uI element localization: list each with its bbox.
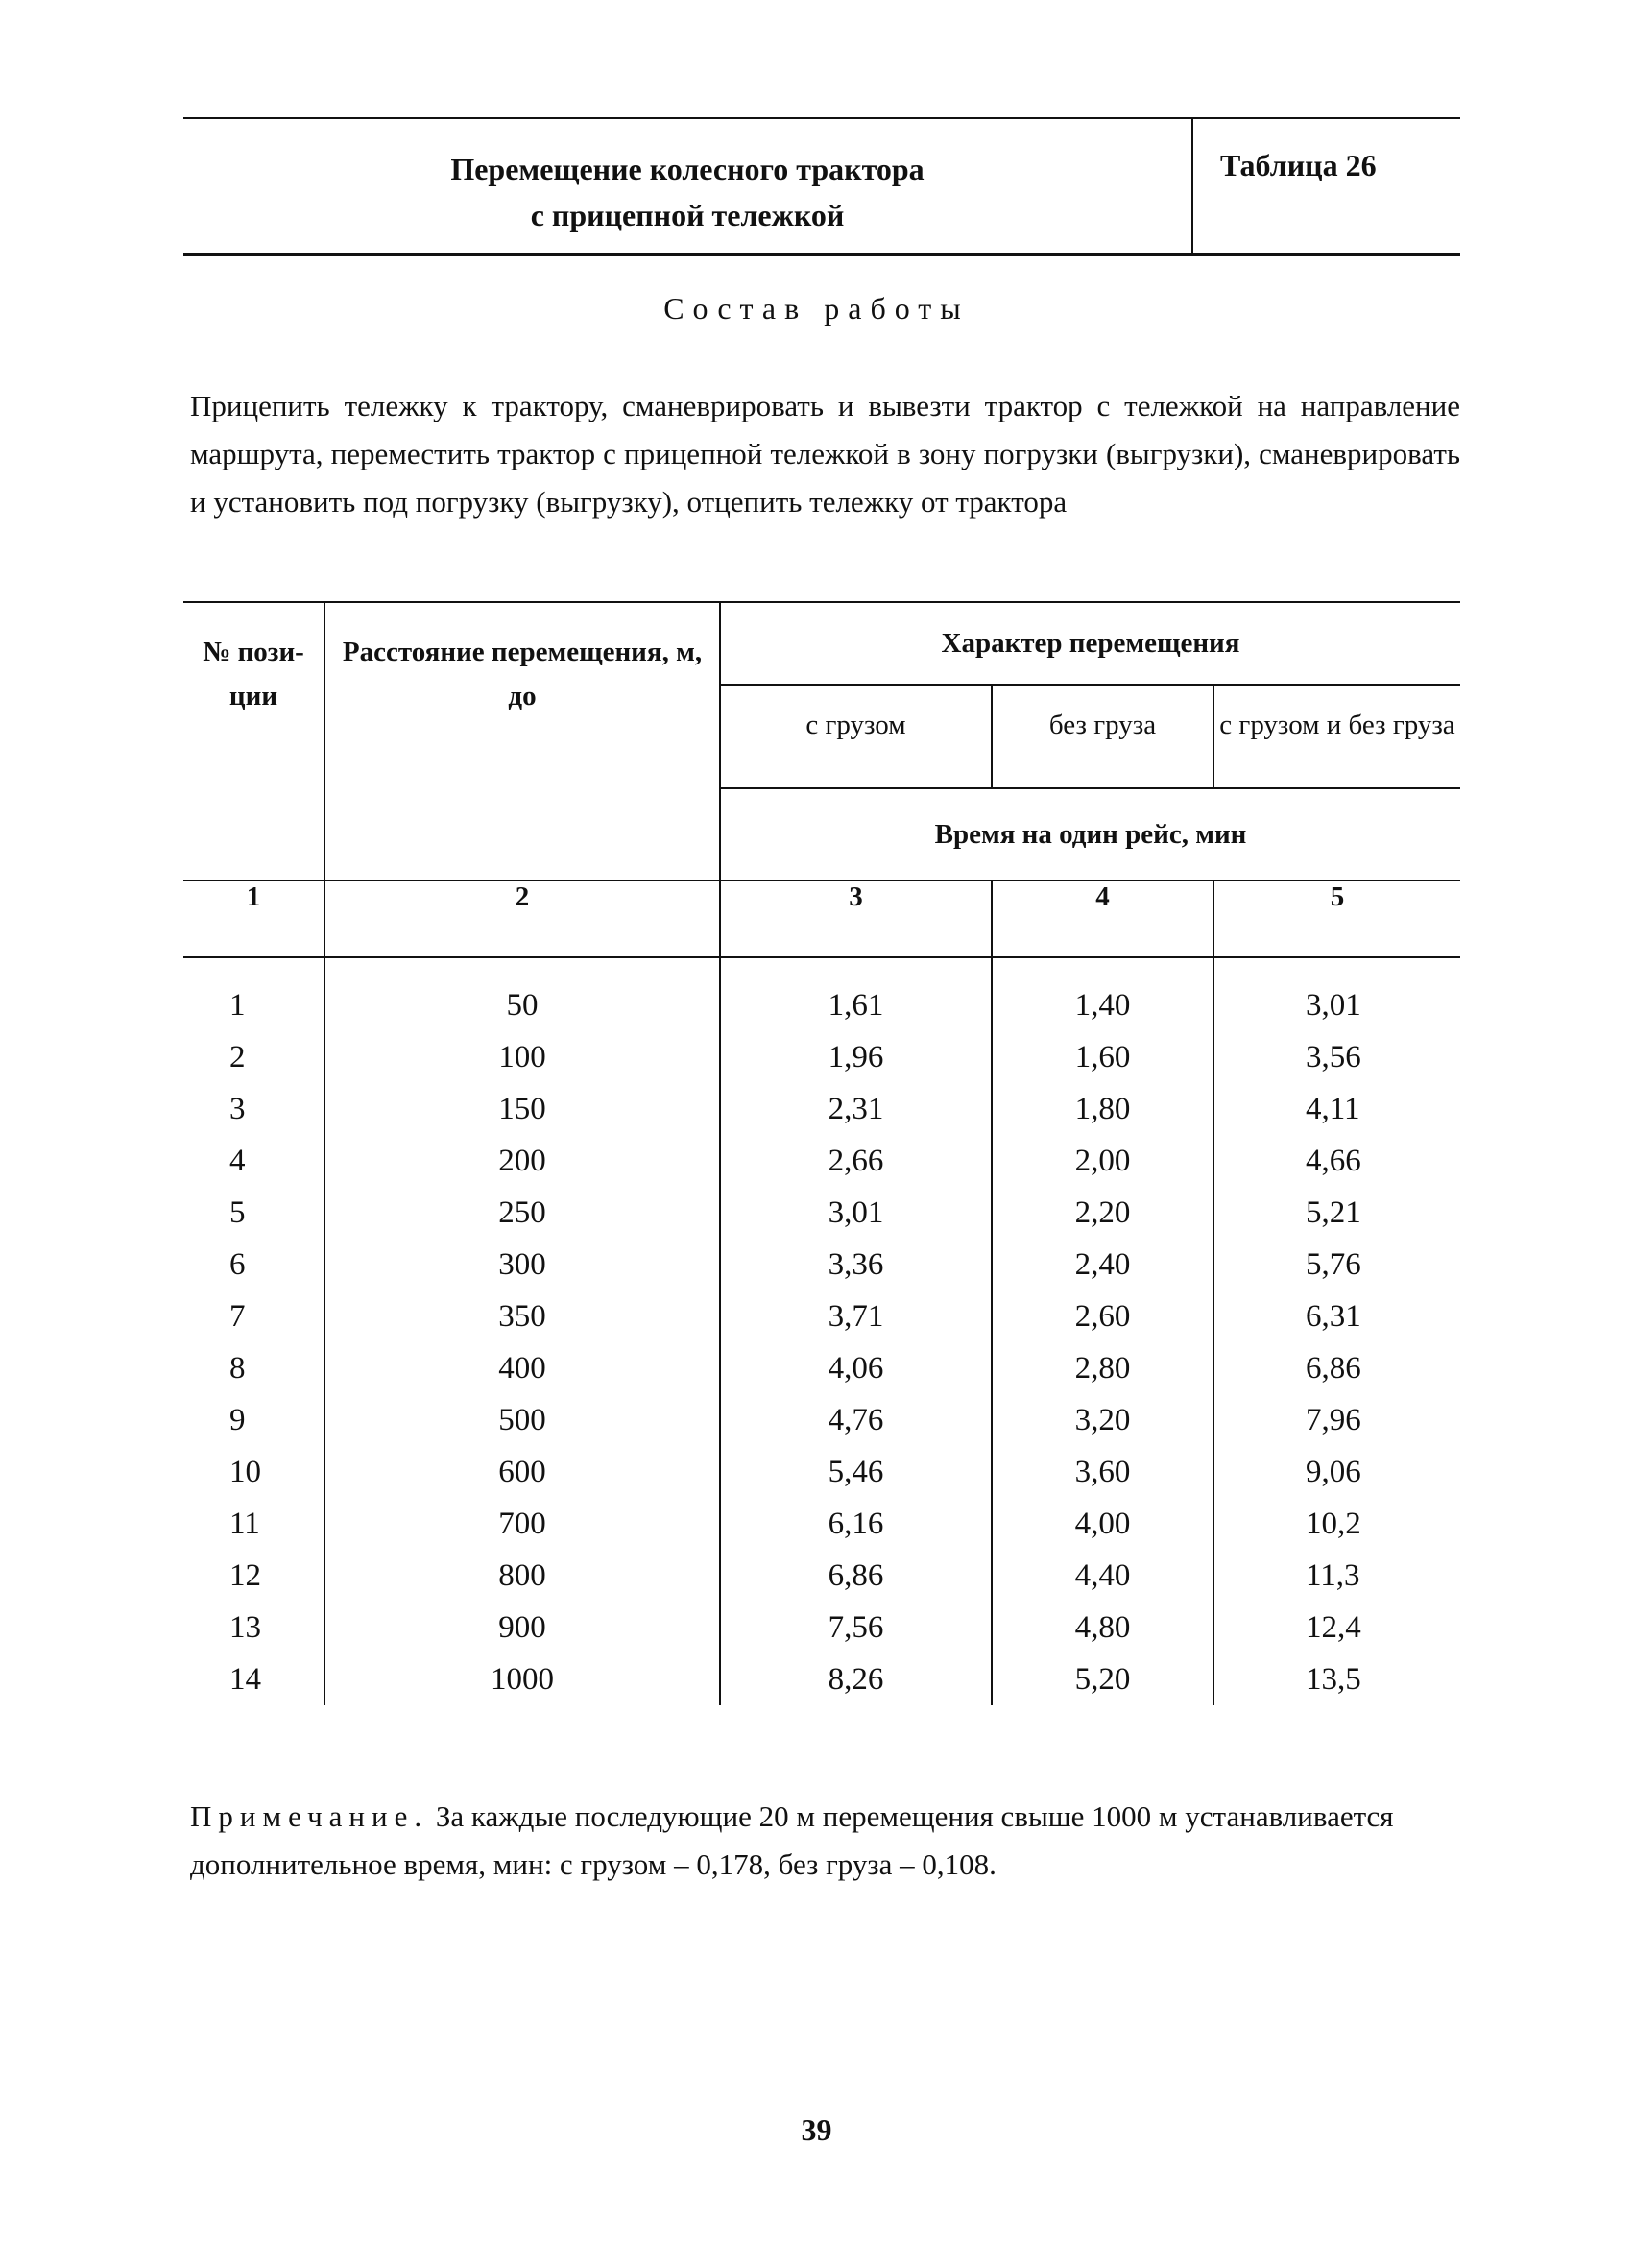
- cell-empty: 4,40: [992, 1550, 1213, 1602]
- cell-position: 1: [229, 988, 246, 1023]
- cell-distance: 500: [324, 1394, 720, 1446]
- cell-empty: 4,00: [992, 1498, 1213, 1550]
- col-header-position: № пози-ции: [183, 602, 324, 881]
- table-row: [183, 1239, 1460, 1291]
- cell-position: 5: [229, 1195, 246, 1230]
- cell-distance: 1000: [324, 1653, 720, 1705]
- col-header-distance: Расстояние перемещения, м, до: [324, 602, 720, 881]
- column-number-1: 1: [183, 881, 324, 957]
- cell-loaded: 5,46: [720, 1446, 992, 1498]
- cell-empty: 4,80: [992, 1602, 1213, 1653]
- cell-loaded: 8,26: [720, 1653, 992, 1705]
- cell-both: 3,01: [1213, 957, 1460, 1031]
- title-line-2: с прицепной тележкой: [530, 198, 845, 232]
- cell-distance: 200: [324, 1135, 720, 1187]
- cell-empty: 5,20: [992, 1653, 1213, 1705]
- cell-distance: 250: [324, 1187, 720, 1239]
- cell-distance: 150: [324, 1083, 720, 1135]
- table-row: [183, 957, 1460, 1031]
- column-number-2: 2: [324, 881, 720, 957]
- table-row: [183, 1446, 1460, 1498]
- cell-position: 4: [229, 1144, 246, 1178]
- cell-both: 11,3: [1213, 1550, 1460, 1602]
- cell-loaded: 3,71: [720, 1291, 992, 1342]
- column-number-4: 4: [992, 881, 1213, 957]
- cell-loaded: 3,36: [720, 1239, 992, 1291]
- cell-loaded: 4,06: [720, 1342, 992, 1394]
- cell-loaded: 6,16: [720, 1498, 992, 1550]
- cell-distance: 600: [324, 1446, 720, 1498]
- table-row: [183, 1291, 1460, 1342]
- note-text: За каждые последующие 20 м перемещения свыше 1000 м устанавливается дополнительное время, мин: с грузом – 0,178, без груза – 0,108.: [190, 1799, 1394, 1881]
- cell-position: 3: [229, 1092, 246, 1126]
- cell-both: 5,21: [1213, 1187, 1460, 1239]
- cell-both: 6,86: [1213, 1342, 1460, 1394]
- note-label: Примечание.: [190, 1799, 429, 1833]
- cell-empty: 3,20: [992, 1394, 1213, 1446]
- cell-distance: 100: [324, 1031, 720, 1083]
- note: [190, 1793, 1460, 1889]
- cell-loaded: 2,66: [720, 1135, 992, 1187]
- cell-both: 6,31: [1213, 1291, 1460, 1342]
- cell-distance: 900: [324, 1602, 720, 1653]
- cell-loaded: 4,76: [720, 1394, 992, 1446]
- cell-position: 8: [229, 1351, 246, 1386]
- table-row: [183, 1550, 1460, 1602]
- cell-position: 2: [229, 1040, 246, 1074]
- cell-both: 13,5: [1213, 1653, 1460, 1705]
- cell-loaded: 7,56: [720, 1602, 992, 1653]
- cell-empty: 1,40: [992, 957, 1213, 1031]
- cell-empty: 2,80: [992, 1342, 1213, 1394]
- cell-position: 12: [229, 1558, 261, 1593]
- table-number: Таблица 26: [1220, 148, 1377, 182]
- document-title: [183, 119, 1191, 253]
- table-row: [183, 1498, 1460, 1550]
- cell-position: 6: [229, 1247, 246, 1282]
- header-divider: [1191, 119, 1193, 253]
- cell-empty: 1,60: [992, 1031, 1213, 1083]
- cell-loaded: 2,31: [720, 1083, 992, 1135]
- cell-distance: 700: [324, 1498, 720, 1550]
- title-line-1: Перемещение колесного трактора: [450, 152, 925, 186]
- column-number-3: 3: [720, 881, 992, 957]
- cell-position: 7: [229, 1299, 246, 1334]
- cell-distance: 400: [324, 1342, 720, 1394]
- cell-empty: 2,20: [992, 1187, 1213, 1239]
- cell-loaded: 3,01: [720, 1187, 992, 1239]
- cell-both: 12,4: [1213, 1602, 1460, 1653]
- cell-both: 7,96: [1213, 1394, 1460, 1446]
- cell-empty: 1,80: [992, 1083, 1213, 1135]
- cell-distance: 800: [324, 1550, 720, 1602]
- table-header-block: [183, 117, 1460, 256]
- cell-loaded: 1,96: [720, 1031, 992, 1083]
- cell-empty: 2,60: [992, 1291, 1213, 1342]
- cell-both: 5,76: [1213, 1239, 1460, 1291]
- table-row: [183, 1031, 1460, 1083]
- table-row: [183, 1653, 1460, 1705]
- cell-both: 10,2: [1213, 1498, 1460, 1550]
- cell-position: 10: [229, 1455, 261, 1489]
- cell-empty: 2,40: [992, 1239, 1213, 1291]
- cell-distance: 300: [324, 1239, 720, 1291]
- cell-both: 9,06: [1213, 1446, 1460, 1498]
- time-norm-table: [183, 601, 1460, 1705]
- cell-position: 13: [229, 1610, 261, 1645]
- table-row: [183, 1342, 1460, 1394]
- sub-header-empty: без груза: [992, 685, 1213, 788]
- table-row: [183, 1602, 1460, 1653]
- intro-paragraph: Прицепить тележку к трактору, сманеврировать и вывезти трактор с тележкой на направление маршрута, переместить трактор с прицепной тележкой в зону погрузки (выгрузки), сманеврировать и установить под погрузку (выгрузку), отцепить тележку от трактора: [190, 389, 1460, 519]
- page-number: 39: [801, 2112, 832, 2147]
- cell-position: 14: [229, 1662, 261, 1697]
- time-header: Время на один рейс, мин: [720, 788, 1460, 881]
- sub-header-both: с грузом и без груза: [1213, 685, 1460, 788]
- table-row: [183, 1135, 1460, 1187]
- cell-loaded: 6,86: [720, 1550, 992, 1602]
- cell-both: 3,56: [1213, 1031, 1460, 1083]
- column-number-5: 5: [1213, 881, 1460, 957]
- cell-position: 9: [229, 1403, 246, 1437]
- table-row: [183, 1083, 1460, 1135]
- cell-position: 11: [229, 1507, 260, 1541]
- cell-both: 4,11: [1213, 1083, 1460, 1135]
- section-title: Состав работы: [663, 291, 970, 326]
- cell-loaded: 1,61: [720, 957, 992, 1031]
- table-body: [183, 957, 1460, 1705]
- cell-empty: 3,60: [992, 1446, 1213, 1498]
- cell-distance: 50: [324, 957, 720, 1031]
- cell-distance: 350: [324, 1291, 720, 1342]
- table-row: [183, 1187, 1460, 1239]
- cell-both: 4,66: [1213, 1135, 1460, 1187]
- table-row: [183, 1394, 1460, 1446]
- sub-header-loaded: с грузом: [720, 685, 992, 788]
- cell-empty: 2,00: [992, 1135, 1213, 1187]
- group-header-movement: Характер перемещения: [720, 602, 1460, 685]
